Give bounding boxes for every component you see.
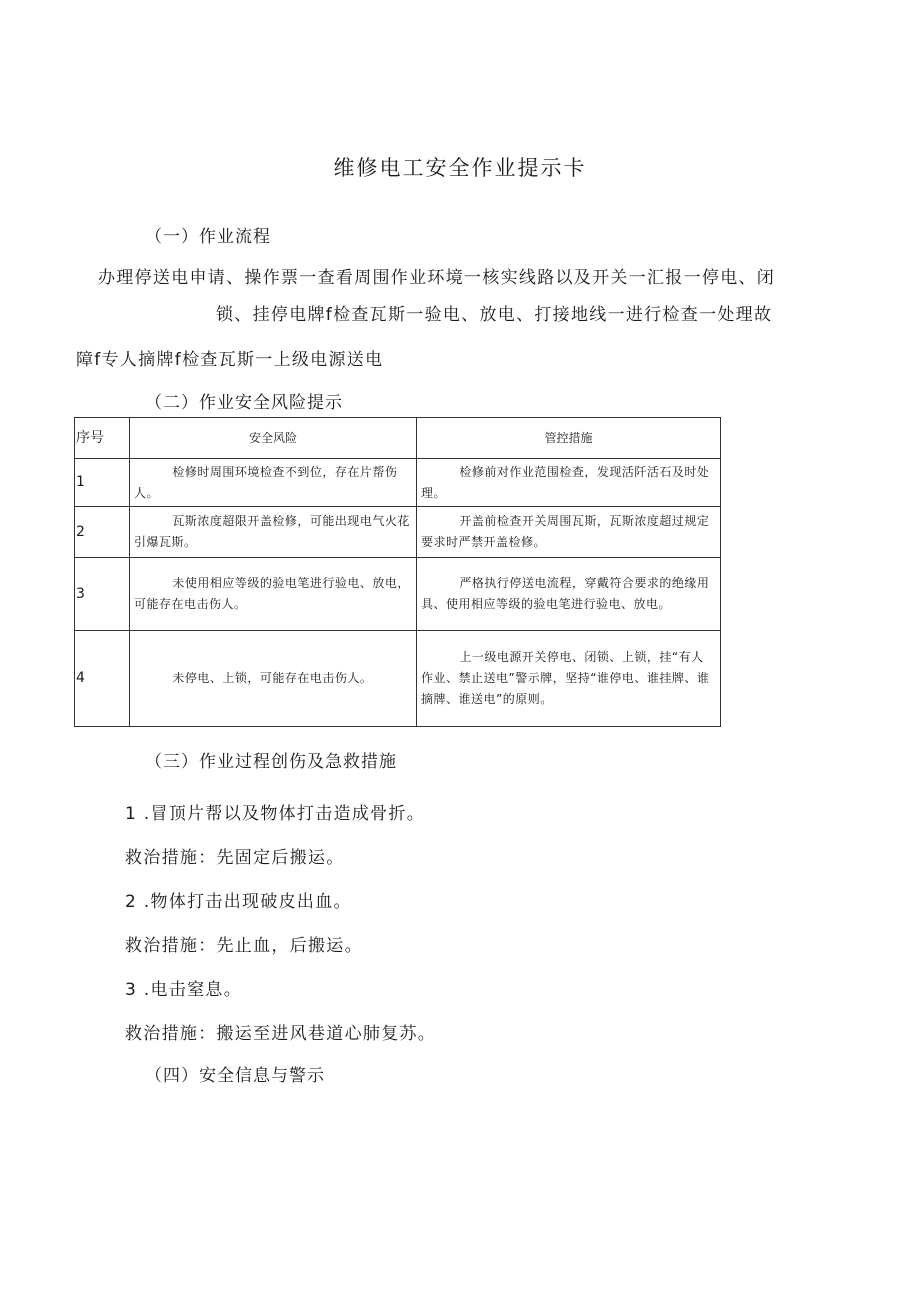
row-control: 上一级电源开关停电、闭锁、上锁，挂“有人作业、禁止送电”警示牌，坚持“谁停电、谁挂牌、谁摘牌、谁送电”的原则。 (417, 631, 721, 727)
page-title: 维修电工安全作业提示卡 (333, 156, 587, 180)
injury-item: 3 .电击窒息。 (125, 980, 243, 1000)
table-row (75, 507, 721, 558)
treatment-item: 救治措施：搬运至进风巷道心肺复苏。 (125, 1024, 437, 1044)
section-heading-safety-info: （四）安全信息与警示 (145, 1066, 325, 1086)
row-no: 3 (75, 558, 130, 631)
row-risk: 未停电、上锁，可能存在电击伤人。 (130, 631, 417, 727)
row-no: 1 (75, 459, 130, 507)
row-no: 2 (75, 507, 130, 558)
row-control: 开盖前检查开关周围瓦斯，瓦斯浓度超过规定要求时严禁开盖检修。 (417, 507, 721, 558)
table-row (75, 459, 721, 507)
header-risk: 安全风险 (130, 418, 417, 459)
injury-item: 2 .物体打击出现破皮出血。 (125, 892, 352, 912)
header-no: 序号 (75, 418, 130, 459)
row-risk: 检修时周围环境检查不到位，存在片帮伤人。 (130, 459, 417, 507)
table-row (75, 558, 721, 631)
treatment-item: 救治措施：先固定后搬运。 (125, 848, 345, 868)
table-header-row (75, 418, 721, 459)
table-row (75, 631, 721, 727)
section-heading-risk: （二）作业安全风险提示 (145, 393, 343, 413)
section-heading-workflow: （一）作业流程 (145, 227, 271, 247)
section-heading-first-aid: （三）作业过程创伤及急救措施 (145, 752, 397, 772)
row-risk: 未使用相应等级的验电笔进行验电、放电，可能存在电击伤人。 (130, 558, 417, 631)
row-no: 4 (75, 631, 130, 727)
row-risk: 瓦斯浓度超限开盖检修，可能出现电气火花引爆瓦斯。 (130, 507, 417, 558)
injury-item: 1 .冒顶片帮以及物体打击造成骨折。 (125, 804, 426, 824)
row-control: 检修前对作业范围检查，发现活阡活石及时处理。 (417, 459, 721, 507)
row-control: 严格执行停送电流程，穿戴符合要求的绝缘用具、使用相应等级的验电笔进行验电、放电。 (417, 558, 721, 631)
header-control: 管控措施 (417, 418, 721, 459)
treatment-item: 救治措施：先止血，后搬运。 (125, 936, 363, 956)
workflow-line: 障f专人摘牌f检查瓦斯一上级电源送电 (76, 350, 384, 370)
risk-table (74, 417, 721, 727)
workflow-line: 锁、挂停电牌f检查瓦斯一验电、放电、打接地线一进行检查一处理故 (216, 305, 773, 325)
workflow-line: 办理停送电申请、操作票一查看周围作业环境一核实线路以及开关一汇报一停电、闭 (98, 268, 776, 288)
